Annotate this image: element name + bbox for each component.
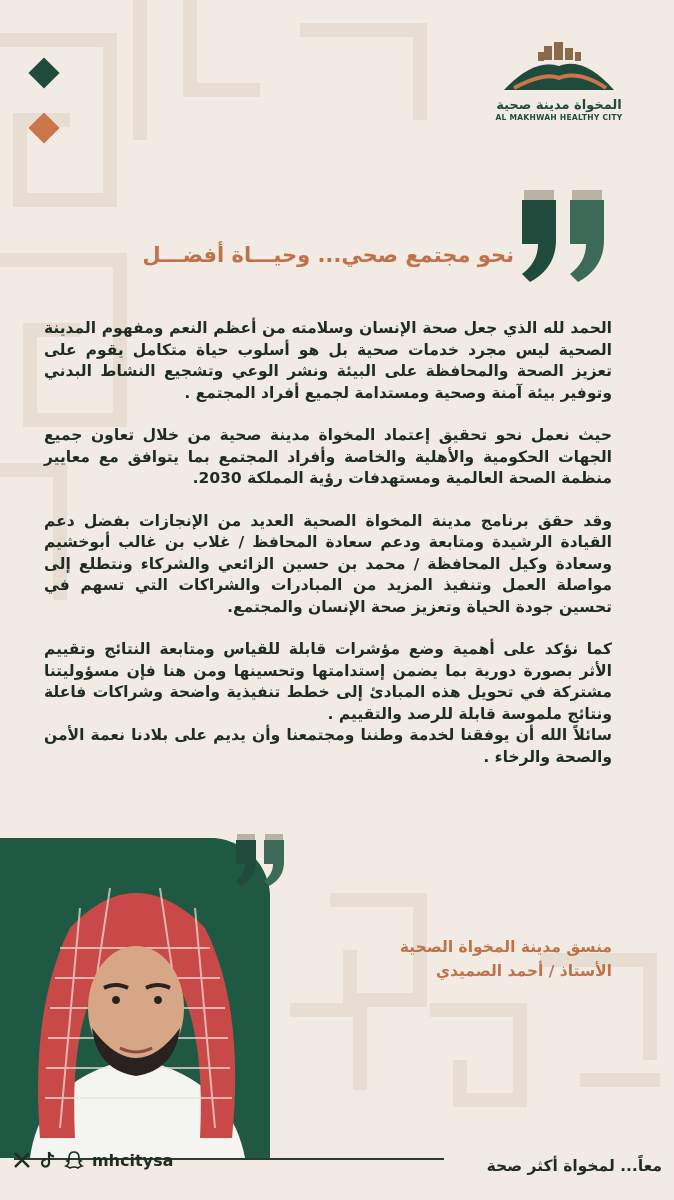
paragraph: الحمد لله الذي جعل صحة الإنسان وسلامته من أعظم النعم ومفهوم المدينة الصحية ليس مجرد خدمات صحية بل هو أسلوب حياة متكامل يقوم على تعزيز الصحة والمحافظة على البيئة ونشر الوعي وتشجيع النشاط البدني وتوفير بيئة آمنة وصحية ومستدامة لجميع أفراد المجتمع . (44, 319, 612, 402)
quote-mark-icon (514, 190, 614, 290)
paragraph: وقد حقق برنامج مدينة المخواة الصحية العديد من الإنجازات بفضل دعم القيادة الرشيدة ومتابعة ودعم سعادة المحافظ / غلاب بن غالب أبوخشيم وسعادة وكيل المحافظة / محمد بن حسين الزائعي والشركاء ونتطلع إلى مواصلة العمل وتنفيذ المزيد من المبادرات والشراكات التي تسهم في تحسين جودة الحياة وتعزيز صحة الإنسان والمجتمع. (44, 511, 612, 616)
social-links (12, 1150, 173, 1170)
footer-tagline: معاً... لمخواة أكثر صحة (486, 1157, 662, 1175)
signature-block (400, 935, 612, 983)
brand-logo (484, 38, 634, 122)
message-body (44, 318, 612, 789)
snapchat-icon[interactable] (64, 1150, 84, 1170)
signature-title: منسق مدينة المخواة الصحية (399, 938, 612, 956)
quote-mark-small-icon (232, 832, 292, 888)
portrait-panel (0, 838, 270, 1158)
paragraph: حيث نعمل نحو تحقيق إعتماد المخواة مدينة صحية من خلال تعاون جميع الجهات الحكومية والأهلية والخاصة وأفراد المجتمع بما يتوافق مع معايير منظمة الصحة العالمية ومستهدفات رؤية المملكة 2030. (44, 426, 612, 487)
x-icon[interactable] (12, 1150, 32, 1170)
brand-name-english: AL MAKHWAH HEALTHY CITY (495, 113, 623, 122)
portrait-photo (0, 838, 270, 1158)
tiktok-icon[interactable] (38, 1150, 58, 1170)
city-hill-logo-icon (494, 38, 624, 96)
signature-name: الأستاذ / أحمد الصميدي (435, 962, 612, 980)
social-handle[interactable]: mhcitysa (92, 1150, 174, 1170)
brand-name-arabic: المخواة مدينة صحية (496, 98, 622, 113)
paragraph: سائلاً الله أن يوفقنا لخدمة وطننا ومجتمعنا وأن يديم على بلادنا نعمة الأمن والصحة والرخاء . (44, 726, 612, 766)
paragraph: كما نؤكد على أهمية وضع مؤشرات قابلة للقياس ومتابعة النتائج وتقييم الأثر بصورة دورية بما يضمن إستدامتها وتحسينها ومن هنا فإن مسؤوليتنا مشتركة في تحويل هذه المبادئ إلى خطط تنفيذية واضحة وشراكات فاعلة ونتائج ملموسة قابلة للرصد والتقييم . (44, 640, 612, 723)
headline: نحو مجتمع صحي... وحيـــاة أفضـــل (142, 243, 514, 267)
